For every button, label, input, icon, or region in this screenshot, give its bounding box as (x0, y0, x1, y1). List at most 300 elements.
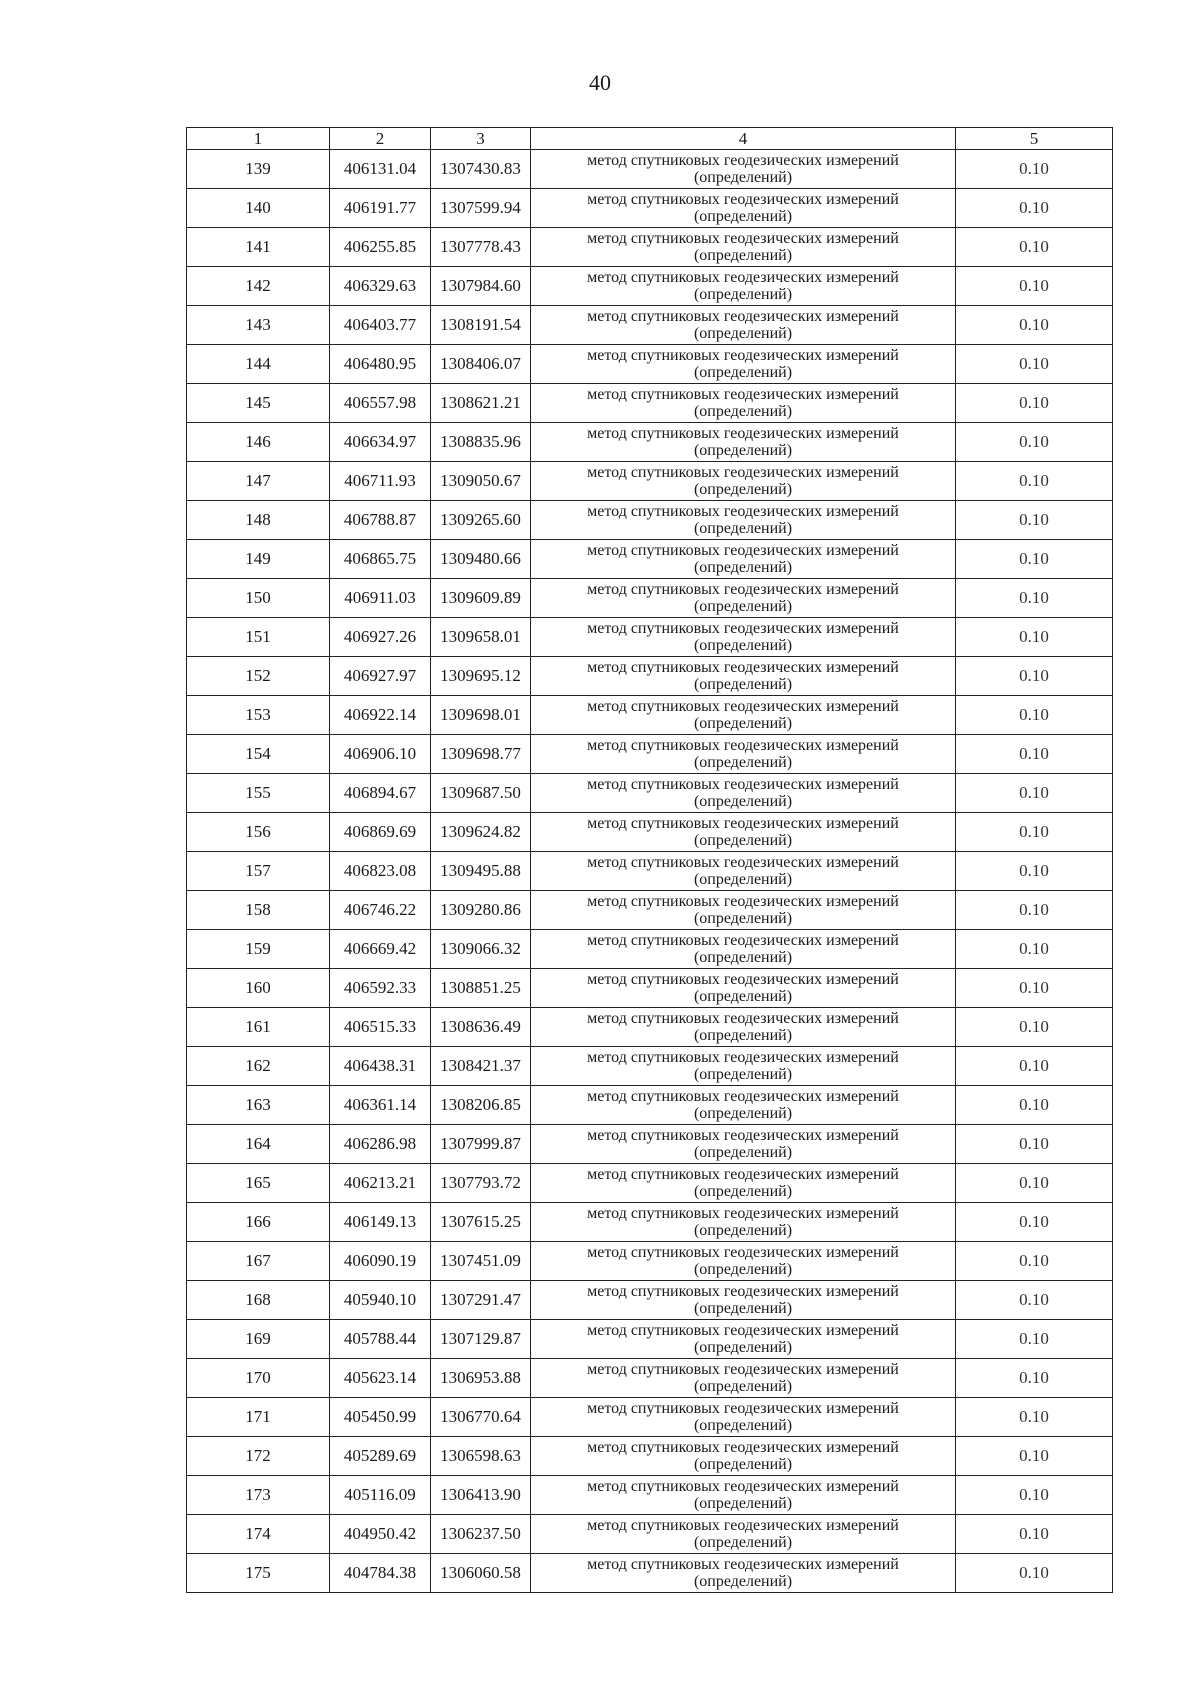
coordinate-y-cell: 1307451.09 (431, 1242, 531, 1281)
table-row (187, 1281, 1113, 1320)
method-text-line-1: метод спутниковых геодезических измерений (587, 425, 899, 442)
coordinate-y-cell: 1309698.01 (431, 696, 531, 735)
coordinate-y-cell: 1306413.90 (431, 1476, 531, 1515)
point-number-cell: 143 (187, 306, 330, 345)
point-number-cell: 175 (187, 1554, 330, 1593)
coordinate-y-cell: 1307984.60 (431, 267, 531, 306)
method-text-line-2: (определений) (693, 754, 793, 771)
coordinate-x-cell: 406213.21 (330, 1164, 431, 1203)
method-cell (531, 813, 956, 852)
method-cell (531, 891, 956, 930)
table-row (187, 1476, 1113, 1515)
coordinate-y-cell: 1309050.67 (431, 462, 531, 501)
table-row (187, 1437, 1113, 1476)
method-text-line-2: (определений) (693, 403, 793, 420)
method-text-line-2: (определений) (693, 208, 793, 225)
coordinate-x-cell: 406906.10 (330, 735, 431, 774)
method-text-line-2: (определений) (693, 1222, 793, 1239)
method-cell (531, 1281, 956, 1320)
method-text-line-1: метод спутниковых геодезических измерений (587, 503, 899, 520)
accuracy-cell: 0.10 (956, 618, 1113, 657)
column-header-2: 2 (330, 128, 431, 150)
coordinate-x-cell: 406329.63 (330, 267, 431, 306)
point-number-cell: 168 (187, 1281, 330, 1320)
method-text-line-1: метод спутниковых геодезических измерений (587, 659, 899, 676)
table-row (187, 1086, 1113, 1125)
table-row (187, 189, 1113, 228)
page-number: 40 (589, 70, 611, 95)
method-text-line-1: метод спутниковых геодезических измерений (587, 230, 899, 247)
accuracy-cell: 0.10 (956, 150, 1113, 189)
method-cell (531, 1008, 956, 1047)
point-number-cell: 160 (187, 969, 330, 1008)
coordinate-y-cell: 1307599.94 (431, 189, 531, 228)
method-text-line-2: (определений) (693, 871, 793, 888)
method-text-line-1: метод спутниковых геодезических измерений (587, 542, 899, 559)
method-text-line-2: (определений) (693, 637, 793, 654)
table-row (187, 696, 1113, 735)
point-number-cell: 159 (187, 930, 330, 969)
method-cell (531, 384, 956, 423)
method-cell (531, 1125, 956, 1164)
method-cell (531, 1554, 956, 1593)
method-text-line-1: метод спутниковых геодезических измерений (587, 464, 899, 481)
point-number-cell: 157 (187, 852, 330, 891)
coordinate-y-cell: 1309698.77 (431, 735, 531, 774)
table-row (187, 891, 1113, 930)
accuracy-cell: 0.10 (956, 1398, 1113, 1437)
point-number-cell: 162 (187, 1047, 330, 1086)
coordinate-y-cell: 1306953.88 (431, 1359, 531, 1398)
method-cell (531, 618, 956, 657)
accuracy-cell: 0.10 (956, 345, 1113, 384)
coordinate-y-cell: 1309658.01 (431, 618, 531, 657)
accuracy-cell: 0.10 (956, 1437, 1113, 1476)
method-text-line-2: (определений) (693, 1027, 793, 1044)
coordinate-x-cell: 405116.09 (330, 1476, 431, 1515)
table-row (187, 1047, 1113, 1086)
method-cell (531, 930, 956, 969)
method-text-line-2: (определений) (693, 520, 793, 537)
accuracy-cell: 0.10 (956, 540, 1113, 579)
table-row (187, 735, 1113, 774)
coordinate-y-cell: 1308851.25 (431, 969, 531, 1008)
method-cell (531, 1515, 956, 1554)
coordinate-y-cell: 1308191.54 (431, 306, 531, 345)
method-cell (531, 774, 956, 813)
coordinate-x-cell: 406788.87 (330, 501, 431, 540)
method-cell (531, 1242, 956, 1281)
coordinate-y-cell: 1309609.89 (431, 579, 531, 618)
method-text-line-1: метод спутниковых геодезических измерений (587, 1478, 899, 1495)
method-text-line-2: (определений) (693, 598, 793, 615)
table-row (187, 540, 1113, 579)
method-text-line-1: метод спутниковых геодезических измерений (587, 1010, 899, 1027)
coordinate-x-cell: 406922.14 (330, 696, 431, 735)
accuracy-cell: 0.10 (956, 1008, 1113, 1047)
method-text-line-1: метод спутниковых геодезических измерений (587, 737, 899, 754)
coordinate-y-cell: 1309495.88 (431, 852, 531, 891)
method-text-line-1: метод спутниковых геодезических измерений (587, 620, 899, 637)
coordinate-x-cell: 406131.04 (330, 150, 431, 189)
accuracy-cell: 0.10 (956, 1476, 1113, 1515)
coordinate-x-cell: 406669.42 (330, 930, 431, 969)
table-row (187, 384, 1113, 423)
accuracy-cell: 0.10 (956, 579, 1113, 618)
accuracy-cell: 0.10 (956, 1515, 1113, 1554)
method-cell (531, 1086, 956, 1125)
method-cell (531, 345, 956, 384)
accuracy-cell: 0.10 (956, 267, 1113, 306)
coordinate-x-cell: 406746.22 (330, 891, 431, 930)
point-number-cell: 152 (187, 657, 330, 696)
method-text-line-1: метод спутниковых геодезических измерений (587, 1127, 899, 1144)
coordinate-x-cell: 406823.08 (330, 852, 431, 891)
coordinate-y-cell: 1306237.50 (431, 1515, 531, 1554)
point-number-cell: 164 (187, 1125, 330, 1164)
point-number-cell: 172 (187, 1437, 330, 1476)
coordinate-y-cell: 1307999.87 (431, 1125, 531, 1164)
table-row (187, 1164, 1113, 1203)
accuracy-cell: 0.10 (956, 930, 1113, 969)
method-text-line-2: (определений) (693, 1066, 793, 1083)
coordinate-x-cell: 406894.67 (330, 774, 431, 813)
point-number-cell: 163 (187, 1086, 330, 1125)
table-row (187, 228, 1113, 267)
method-text-line-1: метод спутниковых геодезических измерений (587, 1400, 899, 1417)
table-row (187, 1125, 1113, 1164)
method-cell (531, 1320, 956, 1359)
point-number-cell: 147 (187, 462, 330, 501)
table-row (187, 1242, 1113, 1281)
point-number-cell: 139 (187, 150, 330, 189)
coordinate-x-cell: 406927.26 (330, 618, 431, 657)
table-row (187, 267, 1113, 306)
table-row (187, 423, 1113, 462)
coordinate-y-cell: 1308421.37 (431, 1047, 531, 1086)
coordinate-y-cell: 1309265.60 (431, 501, 531, 540)
coordinate-y-cell: 1308835.96 (431, 423, 531, 462)
point-number-cell: 145 (187, 384, 330, 423)
coordinate-y-cell: 1309280.86 (431, 891, 531, 930)
coordinate-y-cell: 1308206.85 (431, 1086, 531, 1125)
accuracy-cell: 0.10 (956, 735, 1113, 774)
accuracy-cell: 0.10 (956, 1320, 1113, 1359)
accuracy-cell: 0.10 (956, 1554, 1113, 1593)
method-text-line-1: метод спутниковых геодезических измерений (587, 776, 899, 793)
accuracy-cell: 0.10 (956, 1164, 1113, 1203)
point-number-cell: 158 (187, 891, 330, 930)
method-cell (531, 306, 956, 345)
method-cell (531, 189, 956, 228)
method-text-line-1: метод спутниковых геодезических измерений (587, 386, 899, 403)
method-text-line-2: (определений) (693, 442, 793, 459)
coordinate-x-cell: 406557.98 (330, 384, 431, 423)
method-text-line-1: метод спутниковых геодезических измерений (587, 1556, 899, 1573)
table-row (187, 306, 1113, 345)
coordinate-x-cell: 405788.44 (330, 1320, 431, 1359)
method-cell (531, 1437, 956, 1476)
coordinate-y-cell: 1308621.21 (431, 384, 531, 423)
accuracy-cell: 0.10 (956, 891, 1113, 930)
method-text-line-2: (определений) (693, 1183, 793, 1200)
method-text-line-1: метод спутниковых геодезических измерений (587, 581, 899, 598)
method-text-line-2: (определений) (693, 481, 793, 498)
coordinate-x-cell: 404784.38 (330, 1554, 431, 1593)
method-cell (531, 423, 956, 462)
point-number-cell: 171 (187, 1398, 330, 1437)
point-number-cell: 151 (187, 618, 330, 657)
method-text-line-2: (определений) (693, 1573, 793, 1590)
method-cell (531, 462, 956, 501)
method-cell (531, 1047, 956, 1086)
method-text-line-1: метод спутниковых геодезических измерений (587, 347, 899, 364)
method-text-line-2: (определений) (693, 1105, 793, 1122)
coordinate-y-cell: 1309066.32 (431, 930, 531, 969)
point-number-cell: 156 (187, 813, 330, 852)
method-text-line-1: метод спутниковых геодезических измерений (587, 1517, 899, 1534)
point-number-cell: 150 (187, 579, 330, 618)
method-text-line-2: (определений) (693, 1417, 793, 1434)
method-text-line-2: (определений) (693, 1300, 793, 1317)
method-text-line-2: (определений) (693, 169, 793, 186)
point-number-cell: 166 (187, 1203, 330, 1242)
coordinate-x-cell: 405940.10 (330, 1281, 431, 1320)
method-text-line-1: метод спутниковых геодезических измерений (587, 932, 899, 949)
accuracy-cell: 0.10 (956, 384, 1113, 423)
method-text-line-1: метод спутниковых геодезических измерений (587, 152, 899, 169)
method-text-line-1: метод спутниковых геодезических измерений (587, 1439, 899, 1456)
coordinate-y-cell: 1309695.12 (431, 657, 531, 696)
accuracy-cell: 0.10 (956, 189, 1113, 228)
accuracy-cell: 0.10 (956, 696, 1113, 735)
method-text-line-2: (определений) (693, 247, 793, 264)
coordinate-y-cell: 1307778.43 (431, 228, 531, 267)
table-row (187, 1320, 1113, 1359)
method-text-line-2: (определений) (693, 676, 793, 693)
method-text-line-1: метод спутниковых геодезических измерений (587, 698, 899, 715)
table-row (187, 345, 1113, 384)
method-text-line-2: (определений) (693, 715, 793, 732)
column-header-1: 1 (187, 128, 330, 150)
column-header-3: 3 (431, 128, 531, 150)
coordinate-x-cell: 406865.75 (330, 540, 431, 579)
point-number-cell: 154 (187, 735, 330, 774)
point-number-cell: 173 (187, 1476, 330, 1515)
method-text-line-1: метод спутниковых геодезических измерений (587, 1049, 899, 1066)
coordinate-y-cell: 1307615.25 (431, 1203, 531, 1242)
point-number-cell: 148 (187, 501, 330, 540)
coordinate-x-cell: 406927.97 (330, 657, 431, 696)
accuracy-cell: 0.10 (956, 1047, 1113, 1086)
accuracy-cell: 0.10 (956, 774, 1113, 813)
method-cell (531, 540, 956, 579)
method-text-line-2: (определений) (693, 1495, 793, 1512)
method-cell (531, 1203, 956, 1242)
table-header-row (187, 128, 1113, 150)
coordinate-y-cell: 1306598.63 (431, 1437, 531, 1476)
coordinate-y-cell: 1309624.82 (431, 813, 531, 852)
table-row (187, 1515, 1113, 1554)
coordinate-x-cell: 404950.42 (330, 1515, 431, 1554)
point-number-cell: 174 (187, 1515, 330, 1554)
coordinate-x-cell: 406480.95 (330, 345, 431, 384)
method-text-line-2: (определений) (693, 1534, 793, 1551)
accuracy-cell: 0.10 (956, 1086, 1113, 1125)
method-text-line-1: метод спутниковых геодезических измерений (587, 815, 899, 832)
coordinate-y-cell: 1307291.47 (431, 1281, 531, 1320)
accuracy-cell: 0.10 (956, 1203, 1113, 1242)
method-cell (531, 579, 956, 618)
point-number-cell: 153 (187, 696, 330, 735)
accuracy-cell: 0.10 (956, 423, 1113, 462)
point-number-cell: 165 (187, 1164, 330, 1203)
coordinate-y-cell: 1306060.58 (431, 1554, 531, 1593)
accuracy-cell: 0.10 (956, 852, 1113, 891)
coordinate-x-cell: 406711.93 (330, 462, 431, 501)
coordinate-y-cell: 1308636.49 (431, 1008, 531, 1047)
method-text-line-1: метод спутниковых геодезических измерений (587, 269, 899, 286)
method-text-line-1: метод спутниковых геодезических измерений (587, 1166, 899, 1183)
accuracy-cell: 0.10 (956, 501, 1113, 540)
method-text-line-1: метод спутниковых геодезических измерений (587, 1283, 899, 1300)
accuracy-cell: 0.10 (956, 1242, 1113, 1281)
method-text-line-1: метод спутниковых геодезических измерений (587, 1361, 899, 1378)
method-text-line-2: (определений) (693, 1378, 793, 1395)
coordinate-y-cell: 1309480.66 (431, 540, 531, 579)
table-row (187, 774, 1113, 813)
point-number-cell: 161 (187, 1008, 330, 1047)
table-row (187, 1359, 1113, 1398)
coordinate-y-cell: 1307129.87 (431, 1320, 531, 1359)
point-number-cell: 142 (187, 267, 330, 306)
accuracy-cell: 0.10 (956, 1359, 1113, 1398)
point-number-cell: 146 (187, 423, 330, 462)
table-row (187, 657, 1113, 696)
method-text-line-2: (определений) (693, 1456, 793, 1473)
method-cell (531, 1164, 956, 1203)
method-text-line-1: метод спутниковых геодезических измерений (587, 893, 899, 910)
table-row (187, 150, 1113, 189)
method-cell (531, 1359, 956, 1398)
coordinate-x-cell: 406515.33 (330, 1008, 431, 1047)
coordinate-x-cell: 406149.13 (330, 1203, 431, 1242)
accuracy-cell: 0.10 (956, 228, 1113, 267)
table-row (187, 618, 1113, 657)
point-number-cell: 149 (187, 540, 330, 579)
table-row (187, 579, 1113, 618)
point-number-cell: 144 (187, 345, 330, 384)
method-text-line-1: метод спутниковых геодезических измерений (587, 1088, 899, 1105)
coordinate-y-cell: 1308406.07 (431, 345, 531, 384)
table-row (187, 969, 1113, 1008)
coordinate-y-cell: 1307430.83 (431, 150, 531, 189)
coordinate-y-cell: 1306770.64 (431, 1398, 531, 1437)
point-number-cell: 141 (187, 228, 330, 267)
coordinate-x-cell: 406255.85 (330, 228, 431, 267)
table-row (187, 1398, 1113, 1437)
method-text-line-2: (определений) (693, 1339, 793, 1356)
coordinate-x-cell: 406438.31 (330, 1047, 431, 1086)
method-cell (531, 735, 956, 774)
method-text-line-2: (определений) (693, 1261, 793, 1278)
point-number-cell: 170 (187, 1359, 330, 1398)
coordinate-x-cell: 406869.69 (330, 813, 431, 852)
table-row (187, 813, 1113, 852)
accuracy-cell: 0.10 (956, 306, 1113, 345)
coordinate-y-cell: 1309687.50 (431, 774, 531, 813)
method-cell (531, 1476, 956, 1515)
table-body (187, 150, 1113, 1593)
method-cell (531, 852, 956, 891)
method-text-line-2: (определений) (693, 949, 793, 966)
method-text-line-1: метод спутниковых геодезических измерений (587, 1322, 899, 1339)
method-cell (531, 228, 956, 267)
coordinates-table (186, 127, 1113, 1593)
coordinate-x-cell: 406286.98 (330, 1125, 431, 1164)
column-header-5: 5 (956, 128, 1113, 150)
method-text-line-1: метод спутниковых геодезических измерений (587, 191, 899, 208)
accuracy-cell: 0.10 (956, 813, 1113, 852)
method-text-line-1: метод спутниковых геодезических измерений (587, 854, 899, 871)
method-text-line-2: (определений) (693, 325, 793, 342)
method-text-line-2: (определений) (693, 559, 793, 576)
coordinate-x-cell: 405623.14 (330, 1359, 431, 1398)
method-cell (531, 696, 956, 735)
method-text-line-1: метод спутниковых геодезических измерений (587, 308, 899, 325)
table-row (187, 930, 1113, 969)
table-row (187, 1008, 1113, 1047)
table-row (187, 501, 1113, 540)
point-number-cell: 167 (187, 1242, 330, 1281)
coordinate-x-cell: 406911.03 (330, 579, 431, 618)
coordinate-x-cell: 406634.97 (330, 423, 431, 462)
table-row (187, 462, 1113, 501)
method-cell (531, 1398, 956, 1437)
method-text-line-1: метод спутниковых геодезических измерений (587, 971, 899, 988)
method-cell (531, 969, 956, 1008)
coordinate-x-cell: 406403.77 (330, 306, 431, 345)
column-header-4: 4 (531, 128, 956, 150)
accuracy-cell: 0.10 (956, 1281, 1113, 1320)
point-number-cell: 140 (187, 189, 330, 228)
method-cell (531, 267, 956, 306)
method-text-line-1: метод спутниковых геодезических измерений (587, 1244, 899, 1261)
method-cell (531, 501, 956, 540)
coordinate-x-cell: 406191.77 (330, 189, 431, 228)
method-text-line-2: (определений) (693, 832, 793, 849)
coordinate-x-cell: 406592.33 (330, 969, 431, 1008)
method-text-line-2: (определений) (693, 910, 793, 927)
accuracy-cell: 0.10 (956, 657, 1113, 696)
table-row (187, 1203, 1113, 1242)
coordinate-x-cell: 406090.19 (330, 1242, 431, 1281)
method-text-line-2: (определений) (693, 286, 793, 303)
coordinate-y-cell: 1307793.72 (431, 1164, 531, 1203)
table-row (187, 1554, 1113, 1593)
method-text-line-1: метод спутниковых геодезических измерений (587, 1205, 899, 1222)
coordinate-x-cell: 405450.99 (330, 1398, 431, 1437)
method-cell (531, 657, 956, 696)
method-text-line-2: (определений) (693, 988, 793, 1005)
method-text-line-2: (определений) (693, 364, 793, 381)
method-text-line-2: (определений) (693, 1144, 793, 1161)
table-row (187, 852, 1113, 891)
accuracy-cell: 0.10 (956, 462, 1113, 501)
coordinate-x-cell: 406361.14 (330, 1086, 431, 1125)
method-text-line-2: (определений) (693, 793, 793, 810)
coordinate-x-cell: 405289.69 (330, 1437, 431, 1476)
